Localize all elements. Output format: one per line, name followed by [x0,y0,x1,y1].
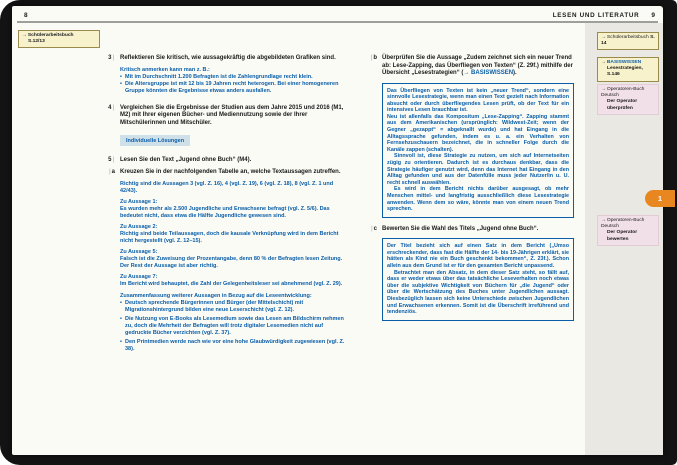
note-head: Zu Aussage 5: [120,248,158,255]
arrow-icon: → [601,35,606,40]
task-3-prompt: Reflektieren Sie kritisch, wie aussagekräftig die abgebildeten Grafiken sind. [120,55,336,61]
left-column [100,55,345,353]
task-5-number: 5| [108,156,114,163]
chapter-title: LESEN UND LITERATUR [552,12,640,19]
answer-note [120,249,345,270]
running-header [553,12,655,19]
task-5c [362,226,574,321]
ref-pages: S.12/13 [28,39,45,45]
task-5b [362,55,574,218]
page-spread [12,6,663,455]
summary-bullet: • Die Nutzung von E-Books als Lesemedium sowie das Lesen am Bildschirm nehmen zu, doch die Mehrheit der Befragten will trotz digitaler Lesemedien nicht auf gedruckte Bücher verzichten (vgl. Z. 37). [120,315,344,336]
individual-solutions-badge: Individuelle Lösungen [120,135,190,146]
page-number-left: 8 [24,12,28,19]
ref-box-schuelerarbeitsbuch-left [18,30,100,48]
summary-head: Zusammenfassung weiterer Aussagen in Bezug auf die Leseentwicklung: [120,292,312,299]
note-body: Es wurden mehr als 2.500 Jugendliche und Erwachsene befragt (vgl. Z. 5/6). Das bedeutet nicht, dass etwa die Hälfte Jugendliche gewesen sind. [120,205,330,219]
ref-label: BASISWISSEN [606,60,642,65]
arrow-icon: → [601,218,606,223]
bullet-icon: • [120,73,122,80]
task-4-prompt: Vergleichen Sie die Ergebnisse der Studien aus dem Jahre 2015 und 2016 (M1, M2) mit Ihrer eigenen Bücher- und Mediennutzung sowie der Ihrer Mitschülerinnen und Mitschüler. [120,104,344,126]
answer-paragraph: Betrachtet man den Absatz, in dem dieser Satz steht, so fällt auf, dass er weder etwas über das tatsächliche Leseverhalten noch etwas über die subjektive Wichtigkeit von Büchern für „die Jugend“ oder über die Wertschätzung des Buches unter Jugendlichen aussagt. Diesbezüglich lassen sich keine Unterschiede zwischen Jugendlichen und Erwachsenen erkennen. Somit ist die Überschrift irreführend und tendenziös. [387,269,569,316]
task-5a [100,169,345,353]
ref-box-operator-bewerten [597,215,659,246]
task-3 [100,55,345,95]
header-rule [17,21,658,23]
task-4-number: 4| [108,104,114,111]
page-number-right: 9 [651,12,655,19]
task-5b-letter: |b [370,55,377,61]
task-5a-letter: |a [109,169,115,175]
answer-paragraph: Neu ist allenfalls das Kompositum „Lese-Zapping“. Zapping stammt aus dem Amerikanischen (ursprünglich: Wildwest-Zeit; wenn der Gegner „gezappt“ = abgeknallt wurde) und hat Eingang in die Alltagssprache gefunden, indem es u. a. ein Verhalten von Fernsehzuschauern bezeichnet, die in schneller Folge durch die Kanäle zappen (schalten). [387,113,569,153]
ref-label: Schülerarbeitsbuch [606,35,649,40]
task-4 [100,105,345,147]
ref-operator: Der Operator bewerten [607,230,638,242]
note-head: Zu Aussage 1: [120,198,158,205]
task-5c-letter: |c [371,225,377,232]
bullet-icon: • [120,338,122,345]
answer-paragraph: Sinnvoll ist, diese Strategie zu nutzen, um sich auf Internetseiten zügig zu orientieren. Dadurch ist es durchaus denkbar, dass die Strategie häufiger genutzt wird, denn das Internet hat Eingang in den Alltag gefunden und aus der Datenfülle muss jeder Nutzer/in u. U. recht schnell auswählen. [387,153,569,186]
basiswissen-cross-reference: → BASISWISSEN [463,70,514,76]
task-5c-prompt: Bewerten Sie die Wahl des Titels „Jugend ohne Buch“. [382,225,539,232]
bullet-icon: • [120,80,122,87]
ref-box-basiswissen [597,57,659,82]
bullet-icon: • [120,315,122,322]
ref-label: Schülerarbeitsbuch [27,33,74,38]
task-5b-answer-box [382,83,574,218]
ref-label: Operatoren-Buch Deutsch [601,87,645,99]
ref-box-schuelerarbeitsbuch-right [597,32,659,50]
arrow-icon: → [601,60,606,65]
ref-operator: Der Operator überprüfen [607,99,638,111]
bullet-icon: • [120,299,122,306]
ref-label: Operatoren-Buch Deutsch [601,218,645,230]
arrow-icon: → [22,33,27,38]
arrow-icon: → [601,87,606,92]
note-head: Zu Aussage 2: [120,223,158,230]
task-5a-prompt: Kreuzen Sie in der nachfolgenden Tabelle an, welche Textaussagen zutreffen. [120,169,341,175]
task-5c-answer-box [382,238,574,321]
note-body: Falsch ist die Zuweisung der Prozentangabe, denn 80 % der Befragten lesen Zeitung. Der Rest der Aussage ist aber richtig. [120,255,343,269]
answer-note [120,199,345,220]
ref-pages: Lesestrategien, S.146 [607,66,643,78]
answer-paragraph: Der Titel bezieht sich auf einen Satz in dem Bericht („Umso erschreckender, dass fast die Hälfte der 14- bis 19-Jährigen erklärt, sie hätten als Kind nie ein Buch geschenkt bekommen“, Z. 23f.). Schon allein aus dem Grund ist er für den gesamten Bericht unpassend. [387,243,569,270]
answer-paragraph: Das Überfliegen von Texten ist kein „neuer Trend“, sondern eine sinnvolle Lesestrategie, wenn man einen Text gezielt nach Information absucht oder durch überfliegendes Lesen prüft, ob der Text für ein intensives Lesen brauchbar ist. [387,87,569,114]
task-5 [100,157,345,165]
right-column [362,55,574,321]
ref-pages: S. 14 [601,35,655,47]
task-3-answer-bullet: • Mit im Durchschnitt 1.200 Befragten ist die Zahlengrundlage recht klein. [120,73,313,80]
task-3-answer-bullet: • Die Altersgruppe ist mit 12 bis 19 Jahren recht heterogen. Bei einer homogeneren Gruppe könnten die Ergebnisse etwas anders ausfallen. [120,80,339,94]
answer-note [120,224,345,245]
task-3-number: 3| [108,55,114,61]
note-head: Zu Aussage 7: [120,273,158,280]
ref-box-operator-ueberpruefen [597,84,659,115]
chapter-tab: 1 [645,190,675,207]
task-5-prompt: Lesen Sie den Text „Jugend ohne Buch“ (M4). [120,156,252,163]
summary-bullet: • Den Printmedien werde nach wie vor eine hohe Glaubwürdigkeit zugewiesen (vgl. Z. 38). [120,338,345,352]
note-body: Im Bericht wird behauptet, die Zahl der Gelegenheitsleser sei abnehmend (vgl. Z. 29). [120,280,343,287]
answer-paragraph: Es wird in dem Bericht nichts darüber ausgesagt, ob mehr Menschen mittel- und langfristig ausschließlich diese Lesestrategie anwenden. Wenn dem so wäre, könnte man von einem neuen Trend sprechen. [387,186,569,213]
answer-note [120,274,345,288]
task-3-answer-intro: Kritisch anmerken kann man z. B.: [120,66,210,73]
summary-bullet: • Deutsch sprechende Bürgerinnen und Bürger (der Mittelschicht) mit Migrationshintergrund bilden eine neue Leserschicht (vgl. Z. 12). [120,299,304,313]
note-body: Richtig sind beide Teilaussagen, doch die kausale Verknüpfung wird in dem Bericht nicht hergestellt (vgl. Z. 12–15). [120,230,339,244]
task-5a-result: Richtig sind die Aussagen 3 (vgl. Z. 16), 4 (vgl. Z. 19), 6 (vgl. Z. 18), 8 (vgl. Z. 1 und 42/43). [120,180,334,194]
task-5b-prompt: Überprüfen Sie die Aussage „Zudem zeichnet sich ein neuer Trend ab: Lese-Zapping, das Überfliegen von Texten“ (Z. 29f.) mithilfe der Übersicht „Lesestrategien“ (→ BASISWISSEN). [382,55,573,76]
